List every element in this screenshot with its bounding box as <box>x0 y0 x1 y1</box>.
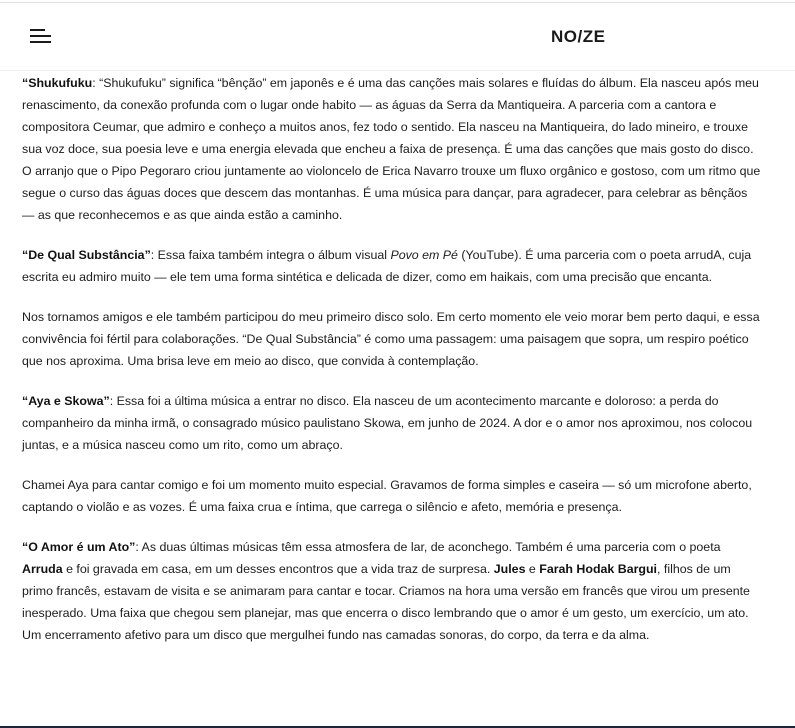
paragraph-text: Nos tornamos amigos e ele também participou do meu primeiro disco solo. Em certo momento ele veio morar bem perto daqui, e essa convivência foi fértil para colaborações. “De Qual Substância” é como uma passagem: uma paisagem que sopra, um respiro poético que nos aproxima. Uma brisa leve em meio ao disco, que convida à contemplação. <box>22 310 760 368</box>
paragraph-text: : Essa faixa também integra o álbum visual <box>150 248 391 262</box>
site-header <box>0 3 795 71</box>
paragraph-text: Chamei Aya para cantar comigo e foi um momento muito especial. Gravamos de forma simples e caseira — só um microfone aberto, captando o violão e as vozes. É uma faixa crua e íntima, que carrega o silêncio e afeto, memória e presença. <box>22 478 752 514</box>
paragraph-text: : Essa foi a última música a entrar no disco. Ela nasceu de um acontecimento marcante e doloroso: a perda do companheiro da minha irmã, o consagrado músico paulistano Skowa, em junho de 2024. A dor e o amor nos aproximou, nos colocou juntas, e a música nasceu como um rito, como um abraço. <box>22 394 753 452</box>
paragraph-text: (YouTube). É uma parceria com o poeta arrudA, cuja escrita eu admiro muito — ele tem uma forma sintética e delicada de dizer, como em haikais, com uma precisão que encanta. <box>22 248 752 284</box>
album-title: Povo em Pé <box>390 248 458 262</box>
track-title: “De Qual Substância” <box>22 248 151 262</box>
hamburger-menu-icon[interactable] <box>30 28 52 45</box>
track-title: “Aya e Skowa” <box>22 394 110 408</box>
person-name: Farah Hodak Bargui <box>539 562 657 576</box>
track-title: “O Amor é um Ato” <box>22 540 136 554</box>
paragraph-de-qual-substancia <box>22 244 762 288</box>
paragraph-aya-e-skowa <box>22 390 762 456</box>
menu-bar <box>30 35 51 37</box>
paragraph-o-amor-e-um-ato <box>22 536 762 646</box>
menu-bar <box>30 41 51 43</box>
paragraph-text: : “Shukufuku” significa “bênção” em japonês e é uma das canções mais solares e fluídas do álbum. Ela nasceu após meu renascimento, da conexão profunda com o lugar onde habito — as águas da Serra da Mantiqueira. A parceria com a cantora e compositora Ceumar, que admiro e conheço a muitos anos, fez todo o sentido. Ela nasceu na Mantiqueira, do lado mineiro, e trouxe sua voz doce, sua poesia leve e uma energia elevada que encheu a faixa de presença. É uma das canções que mais gosto do disco. O arranjo que o Pipo Pegoraro criou juntamente ao violoncelo de Erica Navarro trouxe um fluxo orgânico e gostoso, com um ritmo que segue o curso das águas doces que descem das montanhas. É uma música para dançar, para agradecer, para celebrar as bênçãos — as que reconhecemos e as que ainda estão a caminho. <box>22 76 761 222</box>
menu-bar <box>30 29 45 31</box>
site-logo[interactable]: NO/ZE <box>551 27 606 46</box>
paragraph-shukufuku <box>22 72 762 226</box>
article-body <box>22 72 762 664</box>
person-name: Arruda <box>22 562 63 576</box>
paragraph-text: , filhos de um primo francês, estavam de visita e se animaram para cantar e tocar. Criamos na hora uma versão em francês que virou um presente inesperado. Uma faixa que chegou sem planejar, mas que encerra o disco lembrando que o amor é um gesto, um exercício, um ato. Um encerramento afetivo para um disco que mergulhei fundo nas camadas sonoras, do corpo, da terra e da alma. <box>22 562 750 642</box>
paragraph-text: : As duas últimas músicas têm essa atmosfera de lar, de aconchego. Também é uma parceria com o poeta <box>135 540 721 554</box>
paragraph-text: e <box>525 562 540 576</box>
paragraph-text: e foi gravada em casa, em um desses encontros que a vida traz de surpresa. <box>62 562 494 576</box>
track-title: “Shukufuku <box>22 76 93 90</box>
person-name: Jules <box>493 562 526 576</box>
